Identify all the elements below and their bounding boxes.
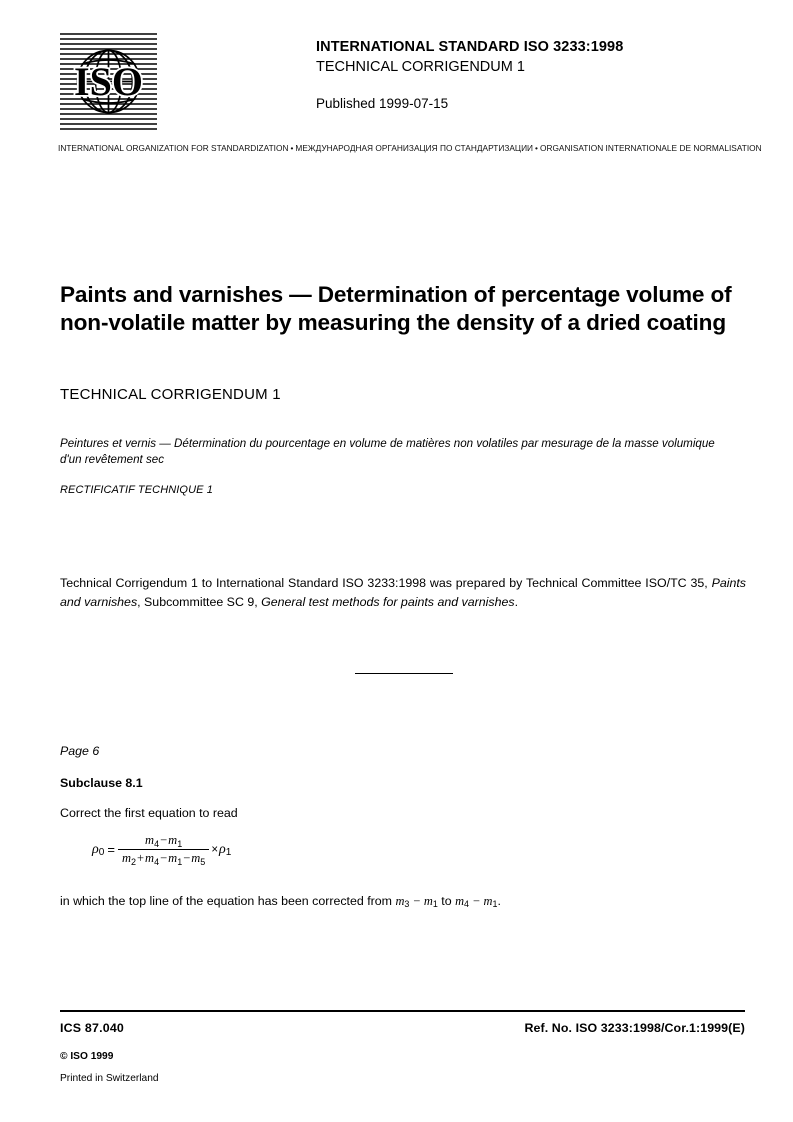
org-separator-1: •: [290, 143, 294, 153]
note-old-expression: $m_3 - m_1$: [395, 894, 438, 910]
equation-rhs: $\rho_1$: [219, 841, 232, 859]
intro-italic-committee: Paints and varnishes: [60, 576, 746, 609]
subclause-heading: Subclause 8.1: [60, 776, 143, 790]
note-new-expression: $m_4 - m_1$: [455, 894, 498, 910]
copyright-notice: © ISO 1999: [60, 1051, 114, 1062]
equation-multiply-sign: ×: [211, 843, 219, 856]
standard-number: INTERNATIONAL STANDARD ISO 3233:1998: [316, 39, 624, 55]
intro-paragraph: [60, 574, 746, 611]
intro-text-part2: , Subcommittee SC 9,: [137, 594, 262, 609]
correction-instruction: Correct the first equation to read: [60, 806, 238, 820]
iso-logo: [60, 33, 157, 130]
header-corrigendum-label: TECHNICAL CORRIGENDUM 1: [316, 59, 525, 75]
org-name-ru: МЕЖДУНАРОДНАЯ ОРГАНИЗАЦИЯ ПО СТАНДАРТИЗАЦИИ: [295, 143, 534, 153]
equation-equals: =: [107, 842, 115, 858]
intro-text-part1: Technical Corrigendum 1 to International Standard ISO 3233:1998 was prepared by Technical Committee ISO/TC 35,: [60, 576, 712, 591]
corrected-equation: [92, 833, 231, 866]
printed-in: Printed in Switzerland: [60, 1073, 159, 1084]
note-text-mid: to: [437, 894, 456, 908]
svg-text:ISO: ISO: [74, 59, 143, 104]
org-separator-2: •: [535, 143, 538, 153]
equation-fraction: [118, 833, 209, 866]
note-text-end: .: [497, 894, 501, 908]
equation-denominator: $m_2+m_4-m_1-m_5$: [121, 851, 206, 867]
title-block: [60, 281, 750, 336]
subtitle-french: Peintures et vernis — Détermination du pourcentage en volume de matières non volatiles par mesurage de la masse volumique d'un revêtement sec: [60, 437, 715, 466]
equation-lhs: $\rho_0$: [92, 841, 105, 859]
intro-italic-subcommittee: General test methods for paints and varnishes: [261, 594, 515, 609]
page-title: Paints and varnishes — Determination of percentage volume of non-volatile matter by measuring the density of a dried coating: [60, 282, 732, 335]
equation-numerator: $m_4-m_1$: [145, 833, 183, 849]
document-header: [0, 0, 793, 170]
header-title-group: [316, 38, 746, 77]
footer-divider: [60, 1010, 745, 1012]
correction-note: [60, 894, 501, 909]
org-name-fr: ORGANISATION INTERNATIONALE DE NORMALISATION: [539, 143, 762, 153]
page-reference: Page 6: [60, 744, 100, 758]
intro-text-part3: .: [514, 594, 519, 609]
ics-code: ICS 87.040: [60, 1021, 124, 1035]
published-date: Published 1999-07-15: [316, 96, 449, 111]
section-divider: [355, 673, 453, 674]
org-name-en: INTERNATIONAL ORGANIZATION FOR STANDARDIZATION: [58, 143, 289, 153]
organization-names: [58, 143, 762, 153]
subtitle-french-corrigendum: RECTIFICATIF TECHNIQUE 1: [60, 484, 213, 496]
note-text-part1: in which the top line of the equation has been corrected from: [60, 894, 396, 908]
subtitle-english: TECHNICAL CORRIGENDUM 1: [60, 386, 281, 403]
reference-number: Ref. No. ISO 3233:1998/Cor.1:1999(E): [524, 1021, 745, 1035]
